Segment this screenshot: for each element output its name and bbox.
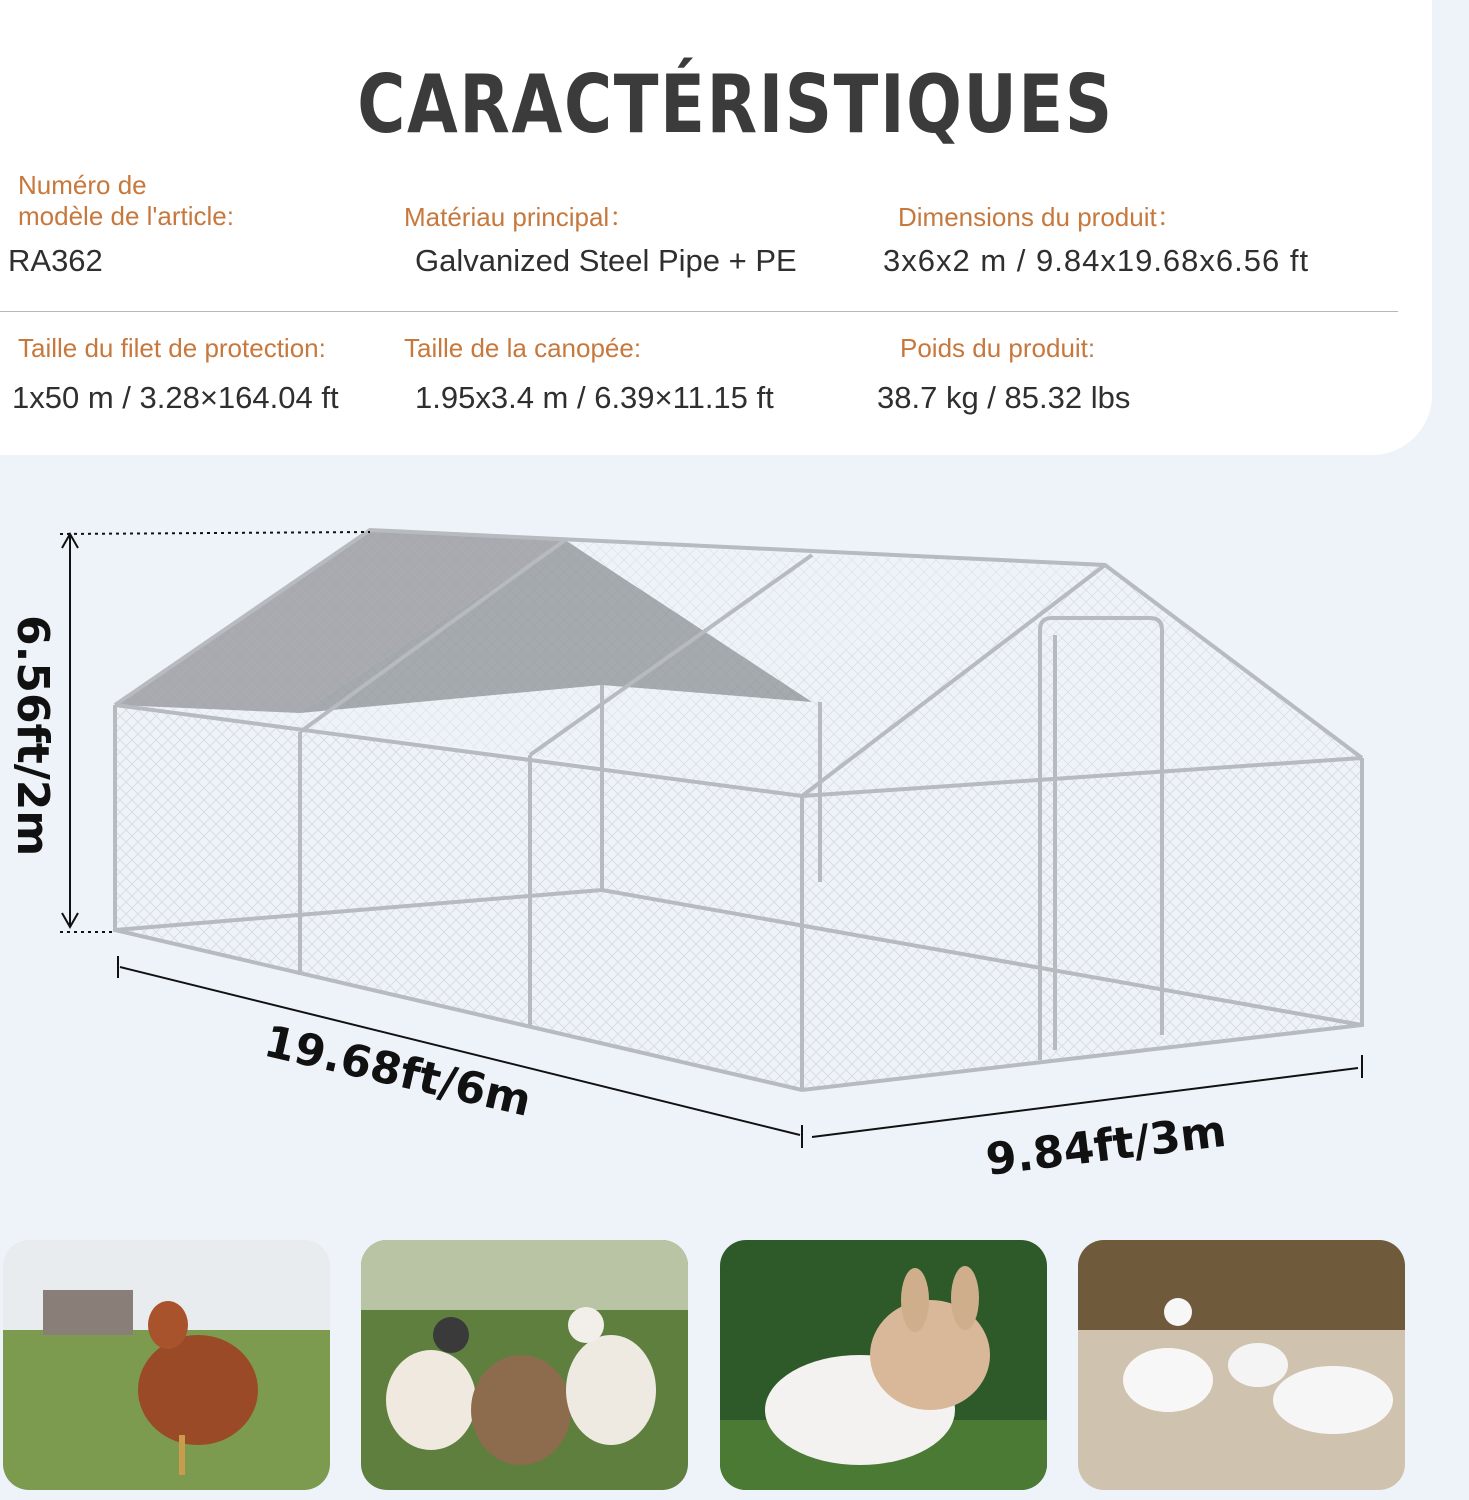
width-dimension-label: 9.84ft/3m <box>983 1105 1229 1186</box>
pigeons-photo <box>1078 1240 1405 1490</box>
chicken-photo <box>3 1240 330 1490</box>
spec-value-main-material: Galvanized Steel Pipe + PE <box>415 243 797 278</box>
spec-value-canopy-size: 1.95x3.4 m / 6.39×11.15 ft <box>415 380 774 415</box>
specifications-card <box>0 0 1432 455</box>
page-title: CARACTÉRISTIQUES <box>357 58 1114 151</box>
coop-illustration <box>0 470 1469 1230</box>
spec-value-product-dimensions: 3x6x2 m / 9.84x19.68x6.56 ft <box>883 243 1310 278</box>
pigeons-illustration <box>1078 1240 1405 1490</box>
spec-label-model-number <box>18 170 348 232</box>
spec-label-product-weight: Poids du produit: <box>900 333 1096 363</box>
ducks-illustration <box>361 1240 688 1490</box>
rabbits-illustration <box>720 1240 1047 1490</box>
height-dimension-label: 6.56ft/2m <box>7 615 58 857</box>
spec-label-model-number-text: Numéro de modèle de l'article: <box>18 170 234 231</box>
rabbits-photo <box>720 1240 1047 1490</box>
spec-label-canopy-size: Taille de la canopée: <box>404 333 642 363</box>
chicken-illustration <box>3 1240 330 1490</box>
spec-value-product-weight: 38.7 kg / 85.32 lbs <box>877 380 1131 415</box>
spec-value-model-number: RA362 <box>8 243 103 278</box>
spec-value-net-size: 1x50 m / 3.28×164.04 ft <box>12 380 339 415</box>
spec-label-product-dimensions: Dimensions du produit： <box>898 202 1183 232</box>
ducks-photo <box>361 1240 688 1490</box>
spec-divider <box>0 311 1398 312</box>
spec-label-main-material: Matériau principal： <box>404 202 636 232</box>
length-dimension-label: 19.68ft/6m <box>259 1016 536 1127</box>
spec-label-net-size: Taille du filet de protection: <box>18 333 326 363</box>
coop-dimension-diagram <box>0 470 1469 1230</box>
